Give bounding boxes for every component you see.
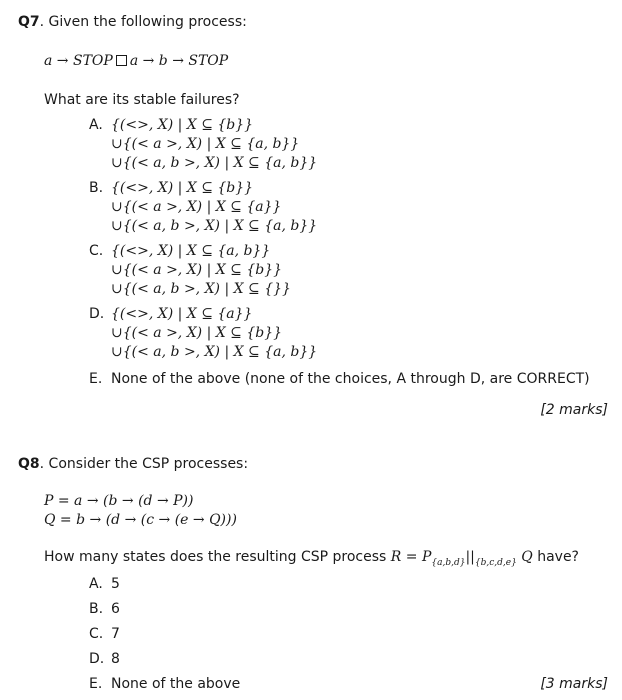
q8-question-pre: How many states does the resulting CSP process [44, 549, 391, 565]
q7-option-a-line-2: ∪{(< a >, X) | X ⊆ {a, b}} [111, 136, 300, 152]
q7-prompt: . Given the following process: [39, 14, 247, 30]
q8-option-c [89, 626, 120, 642]
external-choice-box-icon [116, 55, 127, 66]
q7-option-d-line-3: ∪{(< a, b >, X) | X ⊆ {a, b}} [111, 344, 318, 360]
q7-option-a-line-1: {(<>, X) | X ⊆ {b}} [111, 117, 254, 133]
q7-process [44, 53, 228, 69]
q7-option-e-letter: E. [89, 371, 103, 387]
q8-parallel-op: || [465, 549, 475, 565]
q8-question [44, 549, 579, 568]
q8-option-c-letter: C. [89, 626, 104, 642]
q7-process-left: a → STOP [44, 53, 113, 69]
q7-option-d-line-2: ∪{(< a >, X) | X ⊆ {b}} [111, 325, 283, 341]
q8-option-b-letter: B. [89, 601, 104, 617]
q8-option-e-text: None of the above [111, 676, 241, 692]
q8-option-d [89, 651, 120, 667]
q8-question-post: have? [532, 549, 579, 565]
q7-option-b-line-3: ∪{(< a, b >, X) | X ⊆ {a, b}} [111, 218, 318, 234]
q8-heading [18, 456, 248, 472]
q8-option-e-letter: E. [89, 676, 103, 692]
q7-option-e-text: None of the above (none of the choices, A through D, are CORRECT) [111, 371, 590, 387]
q7-process-right: a → b → STOP [129, 53, 229, 69]
q8-sub-alpha-p: {a,b,d} [431, 558, 466, 568]
q7-number: Q7 [18, 14, 40, 30]
q7-option-a-letter: A. [89, 117, 103, 133]
q8-number: Q8 [18, 456, 40, 472]
q7-option-b-line-1: {(<>, X) | X ⊆ {b}} [111, 180, 254, 196]
q7-option-c-line-2: ∪{(< a >, X) | X ⊆ {b}} [111, 262, 283, 278]
q7-option-c-line-3: ∪{(< a, b >, X) | X ⊆ {}} [111, 281, 291, 297]
q8-option-d-text: 8 [111, 651, 120, 667]
q8-eq-q: Q = b → (d → (c → (e → Q))) [44, 512, 237, 528]
q8-q-var: Q [516, 549, 533, 565]
q7-question: What are its stable failures? [44, 92, 240, 108]
q8-marks: [3 marks] [540, 676, 608, 692]
q8-option-a [89, 576, 120, 592]
q7-option-a-line-3: ∪{(< a, b >, X) | X ⊆ {a, b}} [111, 155, 318, 171]
q7-option-c-letter: C. [89, 243, 104, 259]
q7-option-d-letter: D. [89, 306, 105, 322]
q7-option-d-line-1: {(<>, X) | X ⊆ {a}} [111, 306, 253, 322]
q7-option-b-letter: B. [89, 180, 104, 196]
q8-eq-p: P = a → (b → (d → P)) [44, 493, 194, 509]
q8-option-b [89, 601, 120, 617]
q7-option-c-line-1: {(<>, X) | X ⊆ {a, b}} [111, 243, 271, 259]
q8-r-eq: R = P [390, 549, 432, 565]
q8-option-c-text: 7 [111, 626, 120, 642]
q7-marks: [2 marks] [540, 402, 608, 418]
q8-option-a-letter: A. [89, 576, 103, 592]
q8-option-a-text: 5 [111, 576, 120, 592]
q8-sub-alpha-q: {b,c,d,e} [474, 558, 517, 568]
q7-heading [18, 14, 247, 30]
q8-option-b-text: 6 [111, 601, 120, 617]
q8-prompt: . Consider the CSP processes: [39, 456, 249, 472]
q7-option-b-line-2: ∪{(< a >, X) | X ⊆ {a}} [111, 199, 282, 215]
q8-option-d-letter: D. [89, 651, 105, 667]
q8-option-e [89, 676, 240, 692]
